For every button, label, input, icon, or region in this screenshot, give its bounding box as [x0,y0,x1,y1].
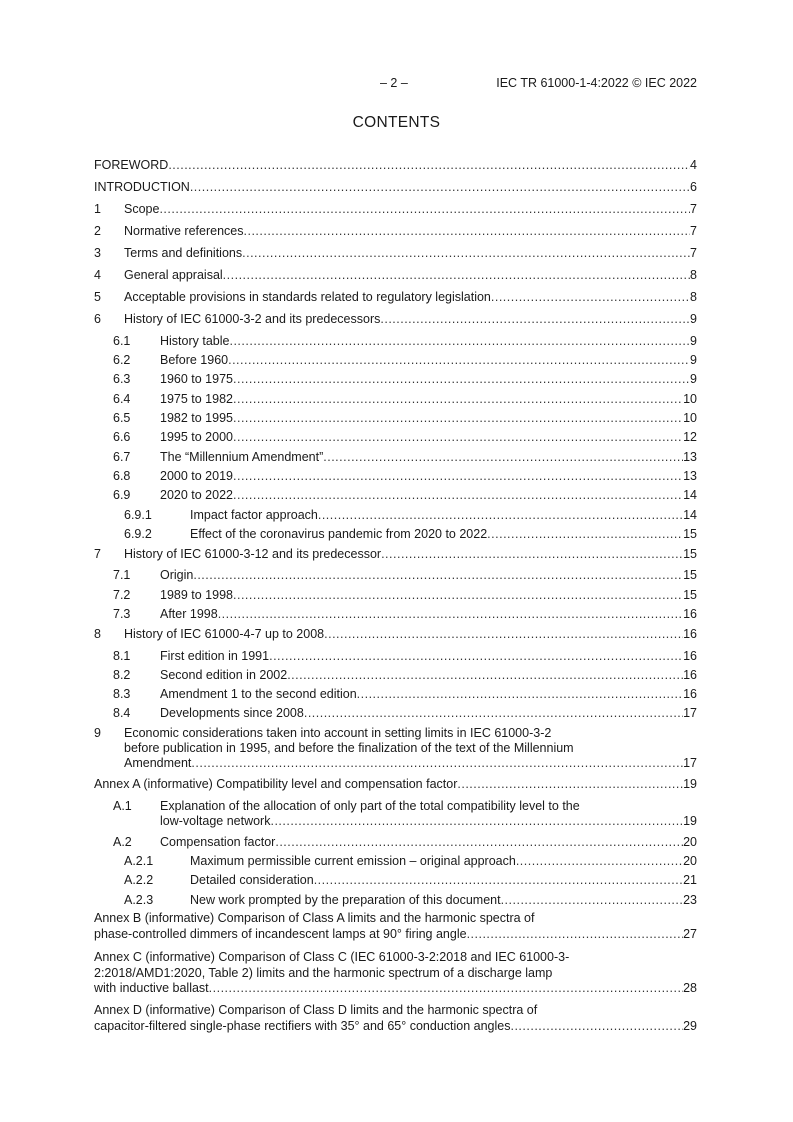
dot-leader [233,469,683,484]
section-number: 4 [94,268,101,282]
toc-entry[interactable] [94,668,697,683]
toc-entry[interactable] [94,799,697,829]
section-title: Origin [160,568,194,582]
section-title: History table [160,334,230,348]
page-reference[interactable]: 16 [683,607,697,621]
section-number: 6.8 [113,469,131,483]
section-number: 8.1 [113,649,131,663]
toc-entry[interactable] [94,911,697,942]
toc-entry[interactable] [94,372,697,387]
page-reference[interactable]: 15 [683,527,697,541]
dot-leader [228,353,690,368]
page-reference[interactable]: 15 [683,568,697,582]
section-number: 6.3 [113,372,131,386]
section-title: 1975 to 1982 [160,392,233,406]
toc-entry[interactable] [94,527,697,542]
toc-entry[interactable] [94,353,697,368]
section-title: capacitor-filtered single-phase rectifiers with 35° and 65° conduction angles [94,1018,511,1033]
dot-leader [270,814,683,829]
toc-entry[interactable] [94,469,697,484]
dot-leader [209,981,683,997]
page-reference[interactable]: 6 [690,180,697,194]
section-title: Normative references [124,224,244,238]
section-title: Compensation factor [160,835,276,849]
section-number: A.2.3 [124,893,154,907]
section-number: 6.6 [113,430,131,444]
toc-entry[interactable] [94,450,697,465]
dot-leader [380,312,690,327]
page-reference[interactable]: 17 [683,706,697,720]
dot-leader [233,588,683,603]
section-title: Detailed consideration [190,873,314,887]
toc-entry[interactable] [94,268,697,283]
section-number: 7 [94,547,101,561]
section-number: 9 [94,726,101,740]
page-number: – 2 – [380,76,408,90]
toc-entry[interactable] [94,726,697,771]
section-title: Second edition in 2002 [160,668,288,682]
section-number: 5 [94,290,101,304]
section-number: 6.9.1 [124,508,152,522]
toc-entry[interactable] [94,202,697,217]
page-reference[interactable]: 9 [690,312,697,326]
dot-leader [159,202,690,217]
page-reference[interactable]: 21 [683,873,697,887]
dot-leader [223,268,690,283]
section-title: First edition in 1991 [160,649,270,663]
dot-leader [304,706,683,721]
section-number: 2 [94,224,101,238]
dot-leader [516,854,683,869]
section-number: 6.1 [113,334,131,348]
section-title: 1995 to 2000 [160,430,233,444]
page-reference[interactable]: 9 [690,334,697,348]
section-title: 1982 to 1995 [160,411,233,425]
dot-leader [233,392,683,407]
section-title: Effect of the coronavirus pandemic from 2020 to 2022 [190,527,488,541]
page-reference[interactable]: 7 [690,224,697,238]
dot-leader [487,527,683,542]
toc-entry[interactable] [94,607,697,622]
section-title: New work prompted by the preparation of this document [190,893,501,907]
section-title: INTRODUCTION [94,180,190,194]
toc-entry[interactable] [94,588,697,603]
dot-leader [467,927,684,943]
toc-entry[interactable] [94,547,697,562]
page-reference[interactable]: 9 [690,372,697,386]
dot-leader [287,668,683,683]
section-number: A.2.1 [124,854,154,868]
section-number: 6.9.2 [124,527,152,541]
document-id: IEC TR 61000-1-4:2022 © IEC 2022 [496,76,697,90]
section-number: 3 [94,246,101,260]
section-number: A.2 [113,835,132,849]
section-number: 7.3 [113,607,131,621]
page-reference[interactable]: 8 [690,290,697,304]
section-number: 6 [94,312,101,326]
dot-leader [233,430,683,445]
toc-entry[interactable] [94,873,697,888]
section-title: Annex D (informative) Comparison of Class D limits and the harmonic spectra of [94,1003,538,1017]
section-number: 6.2 [113,353,131,367]
toc-entry[interactable] [94,627,697,642]
page-reference[interactable]: 7 [690,246,697,260]
dot-leader [324,627,683,642]
page-reference[interactable]: 15 [683,547,697,561]
dot-leader [381,547,683,562]
section-number: 7.1 [113,568,131,582]
page-title: CONTENTS [352,114,441,131]
section-number: 8.2 [113,668,131,682]
page-reference[interactable]: 16 [683,649,697,663]
section-title: History of IEC 61000-4-7 up to 2008 [124,627,325,641]
section-title: Explanation of the allocation of only part of the total compatibility level to the [160,799,580,813]
section-number: 8.3 [113,687,131,701]
toc-entry[interactable] [94,290,697,305]
section-title: Maximum permissible current emission – original approach [190,854,516,868]
toc-entry[interactable] [94,835,697,850]
dot-leader [168,158,690,173]
page-reference[interactable]: 29 [683,1018,697,1033]
section-title: before publication in 1995, and before the finalization of the text of the Millennium [124,741,574,755]
section-title: low-voltage network [160,814,271,828]
section-number: 8.4 [113,706,131,720]
dot-leader [233,411,683,426]
dot-leader [510,1019,683,1035]
toc-entry[interactable] [94,706,697,721]
toc-entry[interactable] [94,508,697,523]
section-title: History of IEC 61000-3-12 and its predecessor [124,547,382,561]
dot-leader [229,334,690,349]
page-reference[interactable]: 23 [683,893,697,907]
section-number: 6.5 [113,411,131,425]
page-reference[interactable]: 20 [683,835,697,849]
page-reference[interactable]: 27 [683,926,697,941]
page-reference[interactable]: 16 [683,668,697,682]
section-number: 6.7 [113,450,131,464]
dot-leader [244,224,691,239]
section-title: After 1998 [160,607,218,621]
section-title: Terms and definitions [124,246,243,260]
toc-entry[interactable] [94,950,697,997]
page-reference[interactable]: 8 [690,268,697,282]
section-title: Economic considerations taken into account in setting limits in IEC 61000-3-2 [124,726,552,740]
section-title: Before 1960 [160,353,229,367]
dot-leader [191,756,683,771]
page-reference[interactable]: 15 [683,588,697,602]
page-reference[interactable]: 16 [683,627,697,641]
section-title: Developments since 2008 [160,706,304,720]
section-number: A.1 [113,799,132,813]
page-reference[interactable]: 14 [683,508,697,522]
toc-entry[interactable] [94,312,697,327]
section-number: 6.9 [113,488,131,502]
section-number: 6.4 [113,392,131,406]
section-title: The “Millennium Amendment” [160,450,324,464]
toc-entry[interactable] [94,334,697,349]
dot-leader [318,508,683,523]
section-title: General appraisal [124,268,223,282]
page-reference[interactable]: 16 [683,687,697,701]
dot-leader [218,607,683,622]
section-number: 8 [94,627,101,641]
section-number: 7.2 [113,588,131,602]
dot-leader [275,835,683,850]
section-title: phase-controlled dimmers of incandescent lamps at 90° firing angle [94,926,467,941]
dot-leader [242,246,690,261]
page-reference[interactable]: 9 [690,353,697,367]
dot-leader [193,568,683,583]
dot-leader [323,450,683,465]
dot-leader [190,180,690,195]
section-title: Scope [124,202,160,216]
dot-leader [457,777,683,792]
page-reference[interactable]: 13 [683,469,697,483]
page-reference[interactable]: 10 [683,411,697,425]
dot-leader [357,687,683,702]
section-title: Acceptable provisions in standards related to regulatory legislation [124,290,491,304]
dot-leader [501,893,684,908]
toc-entry[interactable] [94,488,697,503]
section-title: 2000 to 2019 [160,469,233,483]
section-title: Annex A (informative) Compatibility level and compensation factor [94,777,458,791]
toc-entry[interactable] [94,430,697,445]
page-reference[interactable]: 19 [683,777,697,791]
dot-leader [269,649,683,664]
page-reference[interactable]: 17 [683,756,697,770]
toc-entry[interactable] [94,158,697,173]
toc-entry[interactable] [94,1003,697,1034]
section-title: Annex B (informative) Comparison of Class A limits and the harmonic spectra of [94,911,535,925]
section-title: 2020 to 2022 [160,488,233,502]
page-reference[interactable]: 20 [683,854,697,868]
page-reference[interactable]: 10 [683,392,697,406]
toc-entry[interactable] [94,180,697,195]
section-title: Amendment [124,756,192,770]
section-title: History of IEC 61000-3-2 and its predecessors [124,312,381,326]
section-title: 2:2018/AMD1:2020, Table 2) limits and the harmonic spectrum of a discharge lamp [94,965,553,980]
toc-entry[interactable] [94,687,697,702]
toc-entry[interactable] [94,777,697,792]
toc-entry[interactable] [94,649,697,664]
section-number: 1 [94,202,101,216]
section-title: 1989 to 1998 [160,588,233,602]
toc-entry[interactable] [94,854,697,869]
section-number: A.2.2 [124,873,154,887]
page-reference[interactable]: 4 [690,158,697,172]
dot-leader [491,290,690,305]
section-title: Annex C (informative) Comparison of Class C (IEC 61000-3-2:2018 and IEC 61000-3- [94,950,570,964]
section-title: with inductive ballast [94,981,209,995]
toc-entry[interactable] [94,568,697,583]
section-title: 1960 to 1975 [160,372,233,386]
page-reference[interactable]: 7 [690,202,697,216]
toc-entry[interactable] [94,392,697,407]
toc-entry[interactable] [94,246,697,261]
page-reference[interactable]: 13 [683,450,697,464]
dot-leader [314,873,683,888]
section-title: Amendment 1 to the second edition [160,687,357,701]
page-reference[interactable]: 12 [683,430,697,444]
section-title: FOREWORD [94,158,169,172]
dot-leader [233,372,690,387]
toc-entry[interactable] [94,411,697,426]
section-title: Impact factor approach [190,508,318,522]
page-reference[interactable]: 19 [683,814,697,828]
toc-entry[interactable] [94,224,697,239]
dot-leader [233,488,683,503]
toc-entry[interactable] [94,893,697,908]
page-reference[interactable]: 28 [683,981,697,995]
page-reference[interactable]: 14 [683,488,697,502]
